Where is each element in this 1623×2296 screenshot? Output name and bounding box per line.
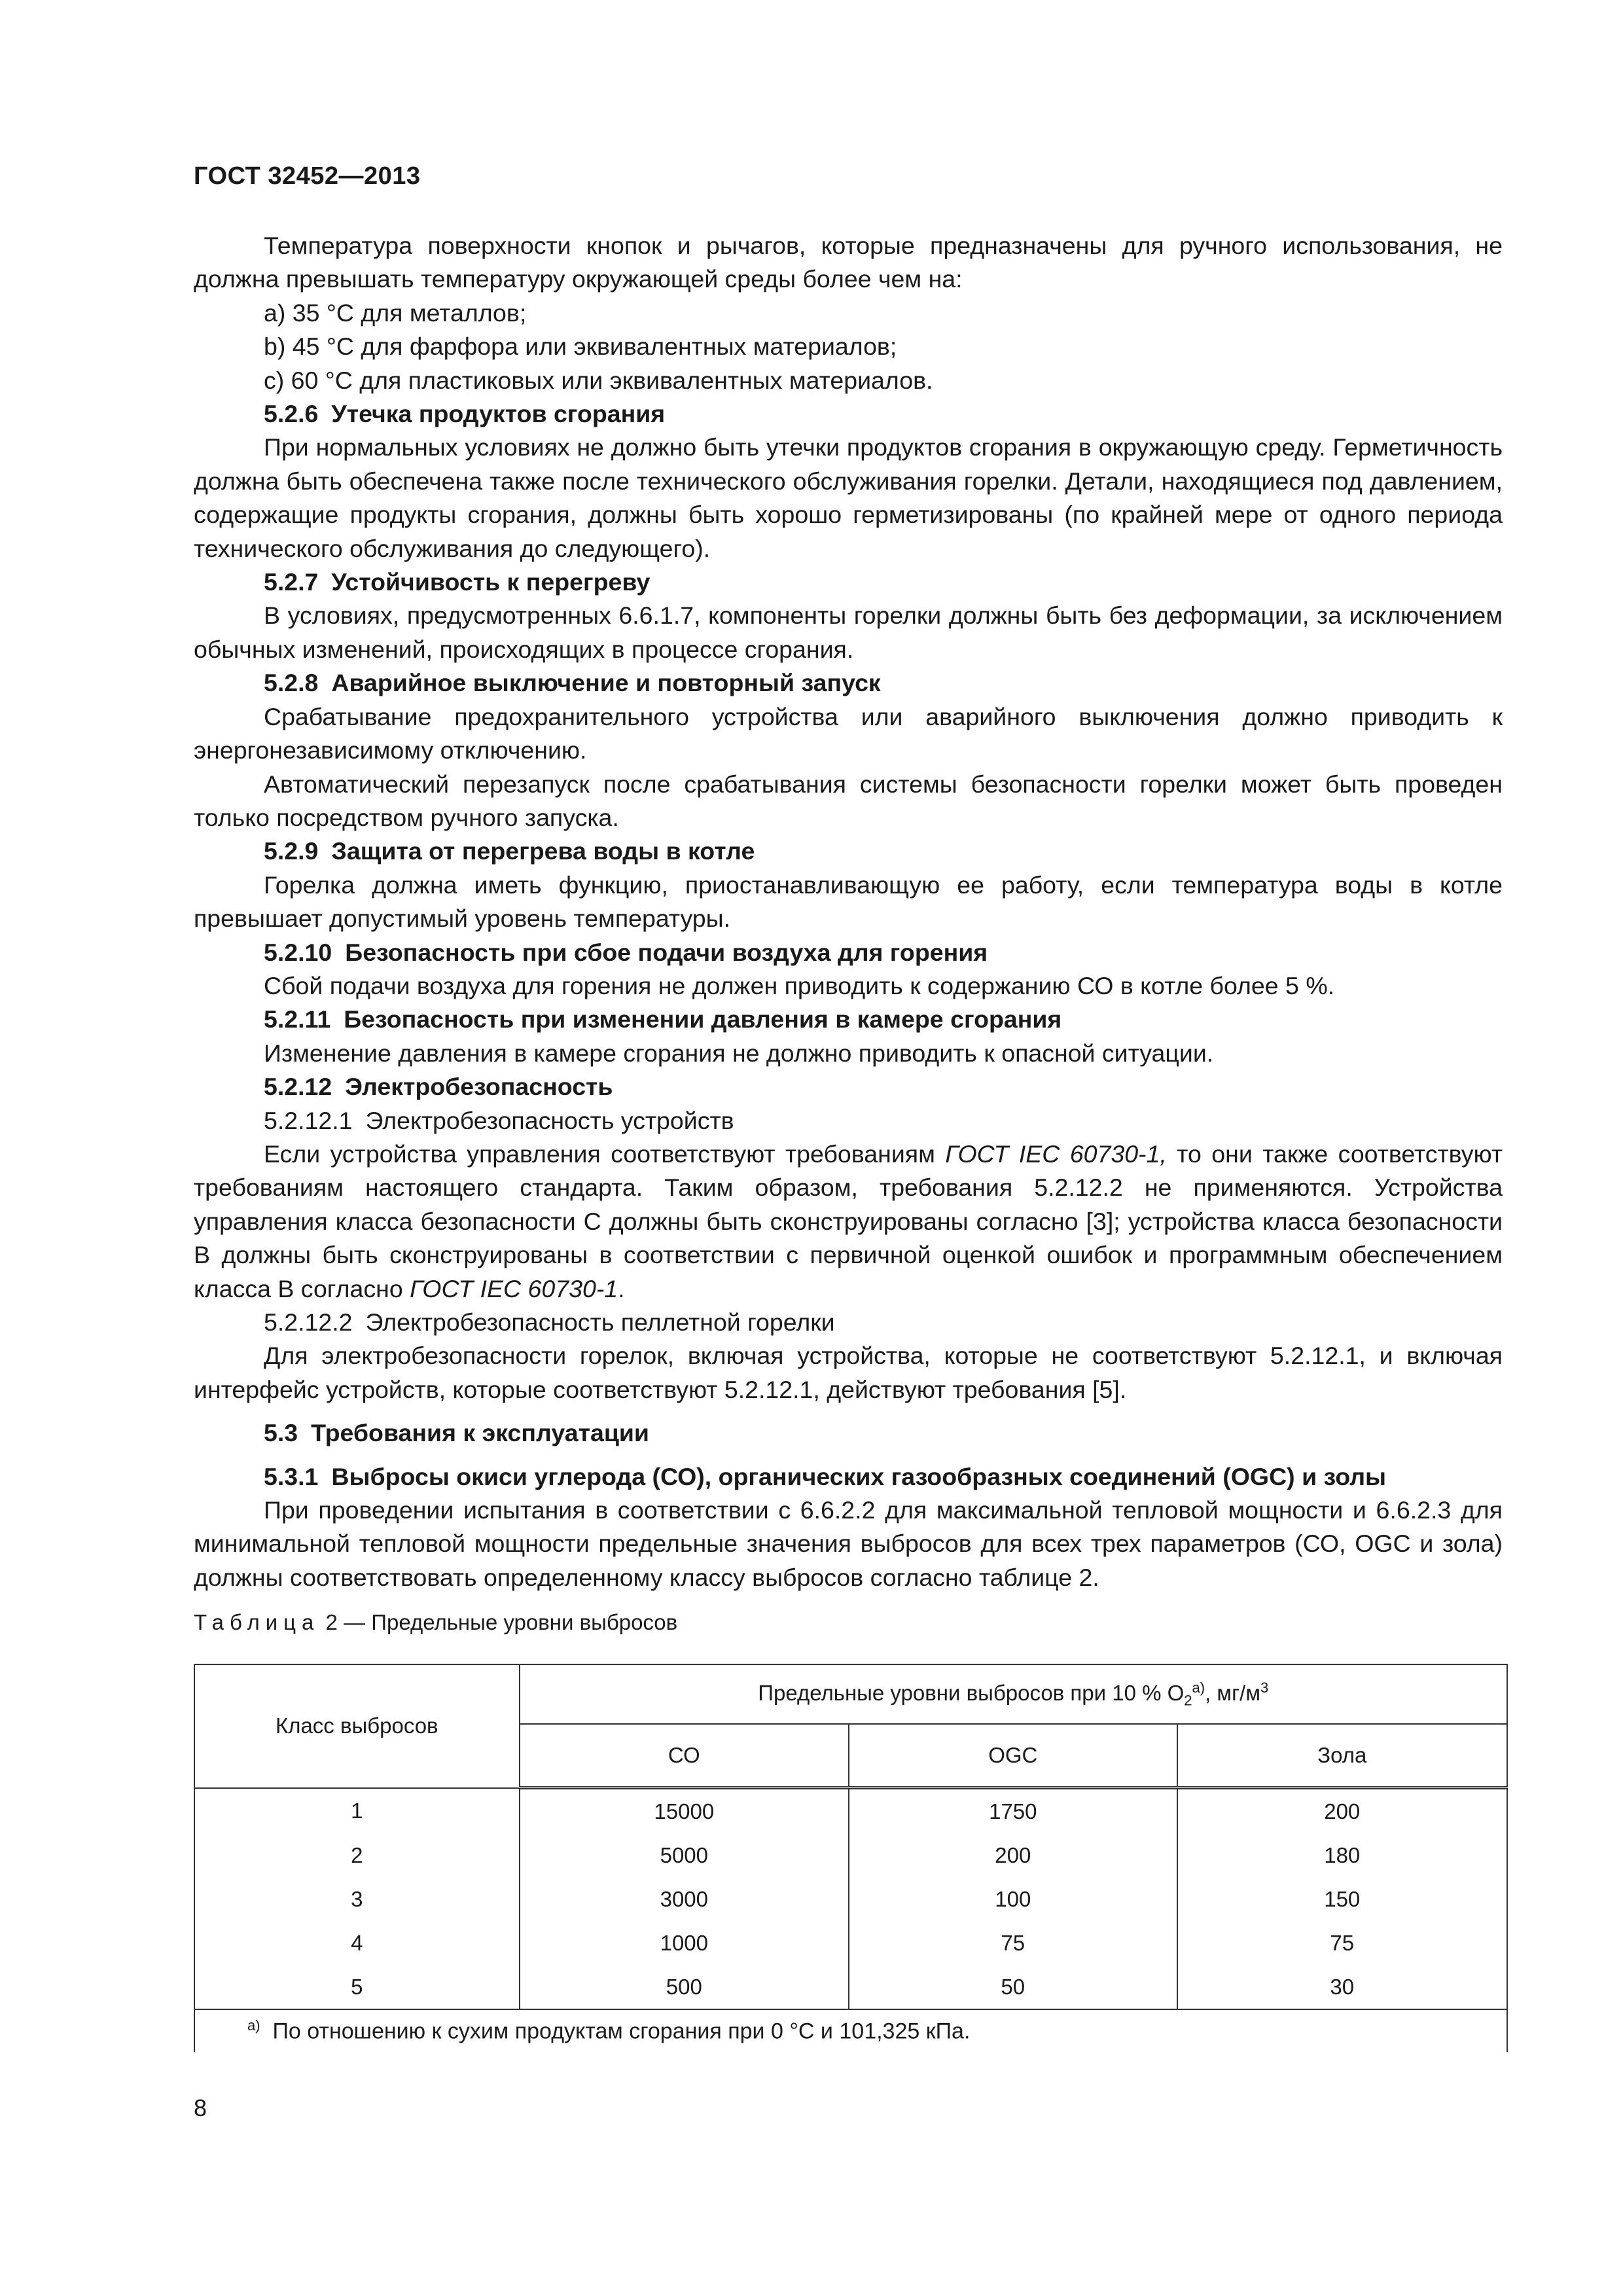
paragraph-5-2-12-2: Для электробезопасности горелок, включая устройства, которые не соответствуют 5.2.12.1, и включая интерфейс устройств, которые соответствуют 5.2.12.1, действуют требования [5]. (194, 1342, 1503, 1403)
list-item-plastics: с) 60 °С для пластиковых или эквивалентных материалов. (264, 366, 933, 394)
table-row (194, 1921, 1507, 1965)
cell-ogc: 200 (849, 1833, 1177, 1877)
section-heading-5-2-10: 5.2.10 Безопасность при сбое подачи воздуха для горения (264, 938, 988, 966)
list-item-porcelain: b) 45 °С для фарфора или эквивалентных материалов; (264, 332, 897, 361)
section-heading-5-2-8: 5.2.8 Аварийное выключение и повторный запуск (264, 669, 881, 697)
table-row (194, 1833, 1507, 1877)
subsection-heading-5-2-12-1: 5.2.12.1 Электробезопасность устройств (264, 1106, 734, 1134)
cell-co: 3000 (520, 1877, 849, 1921)
paragraph-5-2-10: Сбой подачи воздуха для горения не должен приводить к содержанию СО в котле более 5 %. (264, 971, 1335, 999)
reference-gost-iec-60730-1: ГОСТ IEC 60730-1, (945, 1139, 1167, 1168)
paragraph-5-2-12-1: Если устройства управления соответствуют требованиям ГОСТ IEC 60730-1, то они также соответствуют требованиям настоящего стандарта. Таким образом, требования 5.2.12.2 не применяются. Устройства управления класса безопасности С должны быть сконструированы согласно [3]; устройства класса безопасности В должны быть сконструированы в соответствии с первичной оценкой ошибок и программным обеспечением класса В согласно ГОСТ IEC 60730-1. (194, 1139, 1503, 1302)
cell-class: 2 (194, 1833, 520, 1877)
column-header-co: СО (520, 1724, 849, 1788)
paragraph-5-2-7: В условиях, предусмотренных 6.6.1.7, компоненты горелки должны быть без деформации, за исключением обычных изменений, происходящих в процессе сгорания. (194, 601, 1503, 663)
table-caption: Таблица 2 — Предельные уровни выбросов (194, 1610, 678, 1634)
column-header-emission-class: Класс выбросов (194, 1664, 520, 1788)
cell-class: 1 (194, 1788, 520, 1834)
cell-ash: 200 (1177, 1788, 1507, 1834)
document-body (194, 229, 1503, 1594)
cell-ogc: 100 (849, 1877, 1177, 1921)
cell-ash: 180 (1177, 1833, 1507, 1877)
table-row (194, 1877, 1507, 1921)
column-header-ogc: OGC (849, 1724, 1177, 1788)
emission-limits-table (194, 1664, 1508, 2052)
paragraph-5-2-9: Горелка должна иметь функцию, приостанавливающую ее работу, если температура воды в котле превышает допустимый уровень температуры. (194, 870, 1503, 933)
cell-ogc: 1750 (849, 1788, 1177, 1834)
cell-co: 500 (520, 1965, 849, 2009)
paragraph-5-2-8-b: Автоматический перезапуск после срабатывания системы безопасности горелки может быть проведен только посредством ручного запуска. (194, 770, 1503, 831)
section-heading-5-2-11: 5.2.11 Безопасность при изменении давления в камере сгорания (264, 1005, 1062, 1033)
paragraph-5-2-8-a: Срабатывание предохранительного устройства или аварийного выключения должно приводить к энергонезависимому отключению. (194, 702, 1503, 764)
paragraph-surface-temperature: Температура поверхности кнопок и рычагов, которые предназначены для ручного использования, не должна превышать температуру окружающей среды более чем на: (194, 232, 1503, 293)
cell-co: 15000 (520, 1788, 849, 1834)
cell-class: 5 (194, 1965, 520, 2009)
section-heading-5-2-12: 5.2.12 Электробезопасность (264, 1073, 613, 1101)
cell-ash: 150 (1177, 1877, 1507, 1921)
cell-ash: 30 (1177, 1965, 1507, 2009)
section-heading-5-3-1: 5.3.1 Выбросы окиси углерода (СО), органических газообразных соединений (OGC) и золы (264, 1462, 1387, 1490)
subsection-heading-5-2-12-2: 5.2.12.2 Электробезопасность пеллетной горелки (264, 1308, 835, 1336)
section-heading-5-2-6: 5.2.6 Утечка продуктов сгорания (264, 400, 666, 428)
cell-co: 5000 (520, 1833, 849, 1877)
paragraph-5-3-1: При проведении испытания в соответствии с 6.6.2.2 для максимальной тепловой мощности и 6.6.2.3 для минимальной тепловой мощности предельные значения выбросов для всех трех параметров (СО, OGC и зола) должны соответствовать определенному классу выбросов согласно таблице 2. (194, 1496, 1503, 1591)
table-footnote: $^{а)}$ По отношению к сухим продуктам сгорания при 0 °С и 101,325 кПа. (194, 2009, 1507, 2052)
paragraph-5-2-6: При нормальных условиях не должно быть утечки продуктов сгорания в окружающую среду. Герметичность должна быть обеспечена также после технического обслуживания горелки. Детали, находящиеся под давлением, содержащие продукты сгорания, должны быть хорошо герметизированы (по крайней мере от одного периода технического обслуживания до следующего). (194, 433, 1503, 562)
cell-co: 1000 (520, 1921, 849, 1965)
section-heading-5-2-9: 5.2.9 Защита от перегрева воды в котле (264, 837, 755, 865)
page-number: 8 (194, 2094, 207, 2121)
table-row (194, 1788, 1507, 1834)
column-header-ash: Зола (1177, 1724, 1507, 1788)
table-row (194, 1965, 1507, 2009)
cell-class: 4 (194, 1921, 520, 1965)
section-heading-5-2-7: 5.2.7 Устойчивость к перегреву (264, 568, 651, 596)
paragraph-5-2-11: Изменение давления в камере сгорания не должно приводить к опасной ситуации. (264, 1039, 1214, 1067)
cell-class: 3 (194, 1877, 520, 1921)
list-item-metals: а) 35 °С для металлов; (264, 298, 527, 327)
cell-ogc: 50 (849, 1965, 1177, 2009)
column-group-header-limits: Предельные уровни выбросов при 10 % $O_2^{а)}$, $мг/м^3$ (520, 1664, 1507, 1724)
document-header: ГОСТ 32452—2013 (194, 162, 421, 190)
reference-gost-iec-60730-1: ГОСТ IEC 60730-1 (410, 1274, 618, 1302)
cell-ash: 75 (1177, 1921, 1507, 1965)
section-heading-5-3: 5.3 Требования к эксплуатации (264, 1419, 649, 1447)
cell-ogc: 75 (849, 1921, 1177, 1965)
